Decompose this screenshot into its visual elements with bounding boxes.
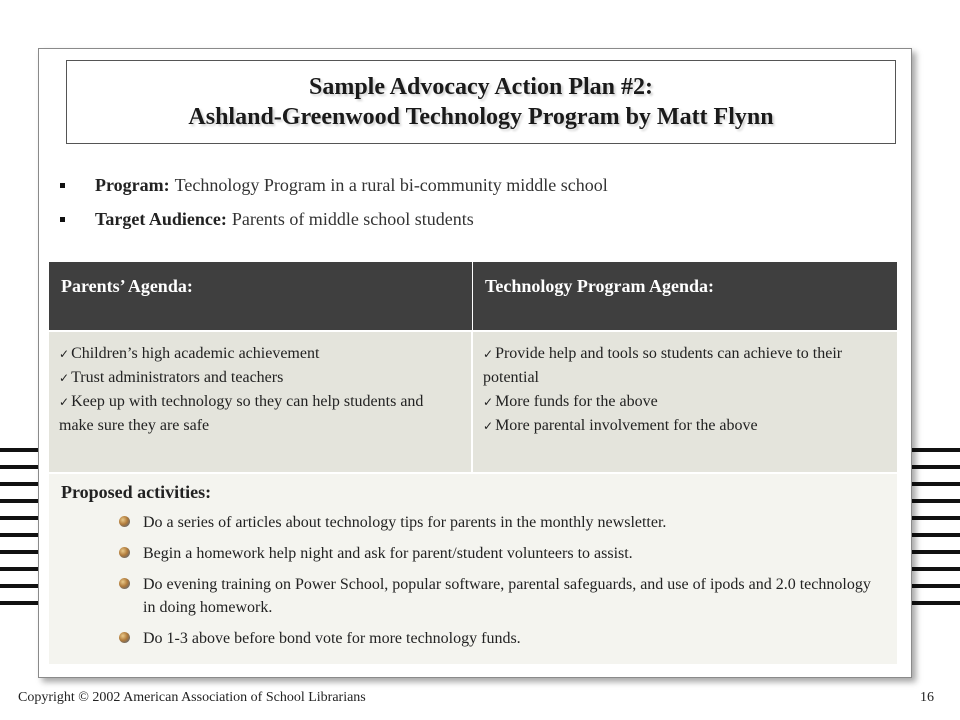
agenda-header-row — [49, 262, 897, 330]
activities-list — [61, 511, 885, 650]
parents-agenda-list — [49, 332, 473, 472]
bullet-dot-icon — [119, 547, 130, 558]
list-item: ✓ Provide help and tools so students can achieve to their potential — [483, 342, 887, 390]
bullet-label: Target Audience: — [95, 209, 227, 229]
activity-text: Do 1-3 above before bond vote for more technology funds. — [143, 630, 521, 647]
summary-bullets — [58, 168, 878, 236]
square-bullet-icon — [60, 183, 65, 188]
list-item: ✓ Trust administrators and teachers — [59, 366, 461, 390]
list-item: ✓ Keep up with technology so they can help students and make sure they are safe — [59, 390, 461, 438]
agenda-items-row — [49, 330, 897, 474]
bullet-text: Parents of middle school students — [231, 209, 474, 229]
activity-text: Begin a homework help night and ask for parent/student volunteers to assist. — [143, 545, 633, 562]
bullet-program — [58, 168, 878, 202]
page-number: 16 — [920, 690, 934, 705]
activity-text: Do a series of articles about technology tips for parents in the monthly newsletter. — [143, 514, 667, 531]
bullet-dot-icon — [119, 578, 130, 589]
list-item — [105, 627, 885, 650]
list-item — [105, 511, 885, 534]
bullet-dot-icon — [119, 516, 130, 527]
copyright-notice: Copyright © 2002 American Association of School Librarians — [18, 690, 366, 705]
activity-text: Do evening training on Power School, popular software, parental safeguards, and use of ipods and 2.0 technology in doing homework. — [143, 576, 871, 616]
title-line-1: Sample Advocacy Action Plan #2: — [308, 74, 653, 100]
proposed-activities — [49, 474, 897, 650]
program-agenda-list — [473, 332, 897, 472]
list-item — [105, 573, 885, 619]
title-line-2: Ashland-Greenwood Technology Program by Matt Flynn — [188, 104, 774, 130]
slide-title — [66, 60, 896, 144]
bullet-label: Program: — [95, 175, 170, 195]
agenda-table — [49, 262, 897, 664]
list-item: ✓ Children’s high academic achievement — [59, 342, 461, 366]
bullet-target-audience — [58, 202, 878, 236]
program-agenda-header: Technology Program Agenda: — [485, 276, 715, 296]
list-item — [105, 542, 885, 565]
bullet-text: Technology Program in a rural bi-community middle school — [174, 175, 608, 195]
list-item: ✓ More funds for the above — [483, 390, 887, 414]
parents-agenda-header: Parents’ Agenda: — [49, 262, 473, 330]
right-stripe-decoration — [910, 448, 960, 618]
square-bullet-icon — [60, 217, 65, 222]
bullet-dot-icon — [119, 632, 130, 643]
proposed-heading: Proposed activities: — [61, 482, 212, 502]
list-item: ✓ More parental involvement for the above — [483, 414, 887, 438]
